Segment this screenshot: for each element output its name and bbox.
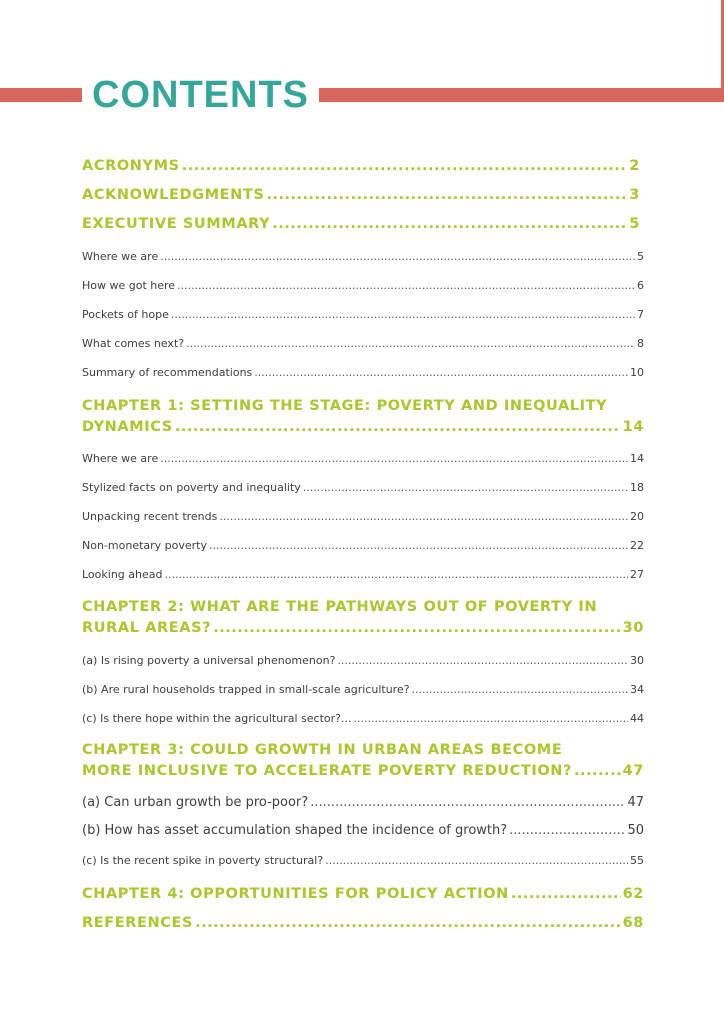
toc-leader — [195, 915, 621, 931]
toc-page-number: 3 — [629, 187, 640, 203]
toc-page-number: 14 — [622, 419, 644, 435]
toc-leader — [164, 568, 628, 581]
toc-label: Summary of recommendations — [82, 366, 253, 379]
toc-entry-acronyms[interactable] — [82, 158, 640, 174]
toc-page-number: 62 — [622, 886, 644, 902]
toc-leader — [213, 620, 620, 636]
toc-label: (c) Is there hope within the agricultural sector?... — [82, 712, 352, 725]
toc-entry-ch1-nonmonetary[interactable] — [82, 539, 644, 552]
toc-label: What comes next? — [82, 337, 185, 350]
toc-leader — [272, 216, 627, 232]
toc-page-number: 30 — [630, 654, 644, 667]
toc-entry-es-pockets[interactable] — [82, 308, 644, 321]
toc-entry-ch1-stylized[interactable] — [82, 481, 644, 494]
toc-page-number: 14 — [630, 452, 644, 465]
toc-leader — [186, 337, 635, 350]
toc-page-number: 10 — [630, 366, 644, 379]
toc-page-number: 22 — [630, 539, 644, 552]
toc-label: RURAL AREAS? — [82, 620, 212, 636]
toc-page-number: 44 — [630, 712, 644, 725]
toc-entry-ch3-a[interactable] — [82, 795, 644, 810]
toc-page-number: 5 — [629, 216, 640, 232]
toc-entry-ch2-b[interactable] — [82, 683, 644, 696]
toc-label: ACRONYMS — [82, 158, 180, 174]
toc-leader — [171, 308, 635, 321]
toc-label: Pockets of hope — [82, 308, 169, 321]
toc-leader — [177, 279, 635, 292]
toc-entry-chapter-3[interactable] — [82, 763, 644, 779]
toc-entry-chapter-1[interactable] — [82, 419, 644, 435]
toc-label: (b) Are rural households trapped in small-scale agriculture? — [82, 683, 410, 696]
toc-label: REFERENCES — [82, 915, 194, 931]
toc-leader — [412, 683, 628, 696]
toc-label: Where we are — [82, 452, 159, 465]
toc-page-number: 18 — [630, 481, 644, 494]
toc-leader — [160, 452, 628, 465]
toc-leader — [209, 539, 628, 552]
toc-page-number: 50 — [627, 823, 644, 838]
toc-page-number: 30 — [622, 620, 644, 636]
toc-entry-ch1-ahead[interactable] — [82, 568, 644, 581]
toc-entry-acknowledgments[interactable] — [82, 187, 640, 203]
toc-label: Where we are — [82, 250, 159, 263]
toc-label: (a) Can urban growth be pro-poor? — [82, 795, 309, 810]
toc-label: (c) Is the recent spike in poverty structural? — [82, 854, 324, 867]
toc-leader — [353, 712, 628, 725]
toc-entry-es-where[interactable] — [82, 250, 644, 263]
toc-label: MORE INCLUSIVE TO ACCELERATE POVERTY REDUCTION? — [82, 763, 573, 779]
toc-page-number: 47 — [622, 763, 644, 779]
toc-chapter-2-title-line1: CHAPTER 2: WHAT ARE THE PATHWAYS OUT OF POVERTY IN — [82, 599, 598, 615]
toc-leader — [175, 419, 621, 435]
toc-label: DYNAMICS — [82, 419, 173, 435]
toc-entry-es-summary[interactable] — [82, 366, 644, 379]
toc-leader — [325, 854, 628, 867]
toc-leader — [337, 654, 628, 667]
toc-entry-ch2-a[interactable] — [82, 654, 644, 667]
toc-entry-ch3-c[interactable] — [82, 854, 644, 867]
toc-page-number: 68 — [622, 915, 644, 931]
toc-chapter-1-title-line1: CHAPTER 1: SETTING THE STAGE: POVERTY AND INEQUALITY — [82, 398, 608, 414]
toc-label: CHAPTER 4: OPPORTUNITIES FOR POLICY ACTION — [82, 886, 509, 902]
toc-page-number: 7 — [637, 308, 644, 321]
toc-entry-references[interactable] — [82, 915, 644, 931]
toc-leader — [182, 158, 628, 174]
toc-label: (a) Is rising poverty a universal phenomenon? — [82, 654, 336, 667]
toc-leader — [574, 763, 621, 779]
toc-label: EXECUTIVE SUMMARY — [82, 216, 271, 232]
toc-entry-ch3-b[interactable] — [82, 823, 644, 838]
toc-label: ACKNOWLEDGMENTS — [82, 187, 265, 203]
toc-entry-chapter-2[interactable] — [82, 620, 644, 636]
toc-chapter-3-title-line1: CHAPTER 3: COULD GROWTH IN URBAN AREAS BECOME — [82, 742, 563, 758]
toc-leader — [254, 366, 628, 379]
toc-entry-chapter-4[interactable] — [82, 886, 644, 902]
toc-page-number: 34 — [630, 683, 644, 696]
toc-label: How we got here — [82, 279, 176, 292]
toc-entry-es-how[interactable] — [82, 279, 644, 292]
toc-page-number: 20 — [630, 510, 644, 523]
toc-page-number: 27 — [630, 568, 644, 581]
toc-label: Unpacking recent trends — [82, 510, 218, 523]
toc-label: Looking ahead — [82, 568, 163, 581]
toc-label: Stylized facts on poverty and inequality — [82, 481, 301, 494]
toc-page-number: 5 — [637, 250, 644, 263]
toc-leader — [310, 795, 625, 810]
toc-entry-executive-summary[interactable] — [82, 216, 640, 232]
toc-entry-ch1-where[interactable] — [82, 452, 644, 465]
toc-page-number: 55 — [630, 854, 644, 867]
toc-page-number: 6 — [637, 279, 644, 292]
toc-page-number: 47 — [627, 795, 644, 810]
toc-label: (b) How has asset accumulation shaped the incidence of growth? — [82, 823, 508, 838]
toc-leader — [303, 481, 628, 494]
page-title: CONTENTS — [82, 68, 319, 122]
toc-page-number: 8 — [637, 337, 644, 350]
toc-page-number: 2 — [629, 158, 640, 174]
toc-leader — [160, 250, 635, 263]
toc-leader — [511, 886, 621, 902]
toc-leader — [509, 823, 625, 838]
toc-leader — [266, 187, 627, 203]
toc-label: Non-monetary poverty — [82, 539, 208, 552]
toc-entry-ch1-unpacking[interactable] — [82, 510, 644, 523]
toc-leader — [219, 510, 628, 523]
toc-entry-ch2-c[interactable] — [82, 712, 644, 725]
toc-entry-es-next[interactable] — [82, 337, 644, 350]
